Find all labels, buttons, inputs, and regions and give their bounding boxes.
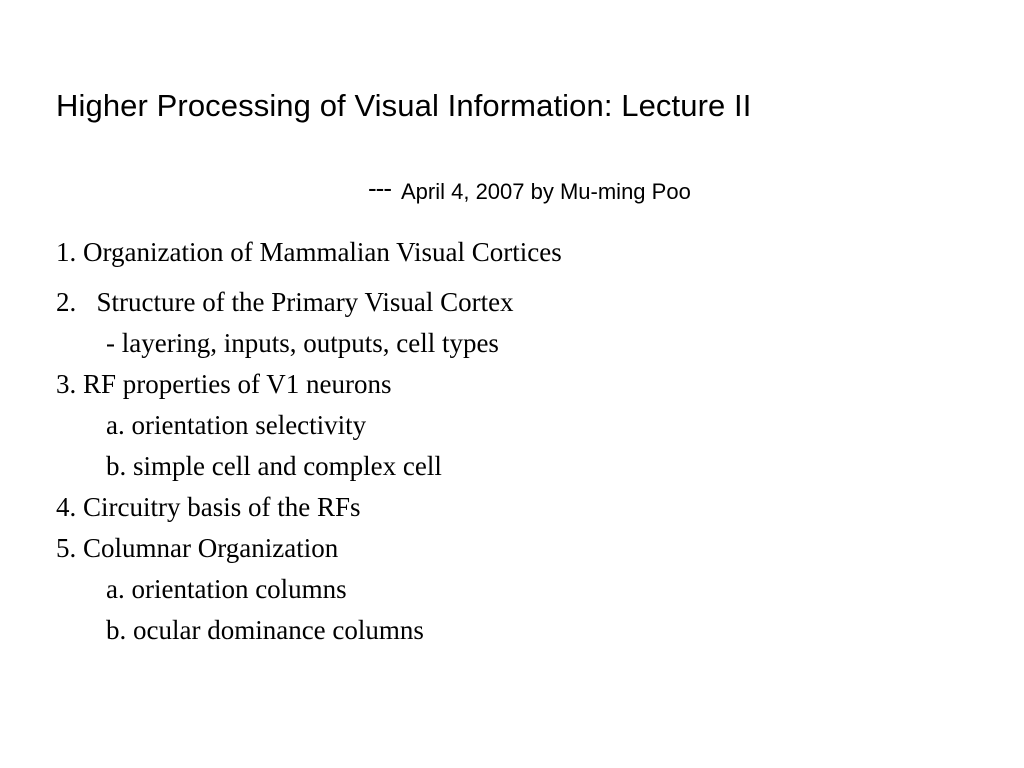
list-item: b. simple cell and complex cell bbox=[106, 451, 442, 481]
list-item: 2. Structure of the Primary Visual Cortex bbox=[56, 287, 514, 317]
list-item: b. ocular dominance columns bbox=[106, 615, 424, 645]
list-item: 1. Organization of Mammalian Visual Cortices bbox=[56, 237, 562, 267]
slide-subtitle bbox=[368, 174, 691, 204]
subtitle-date-author: April 4, 2007 by Mu-ming Poo bbox=[400, 179, 691, 204]
list-item: a. orientation columns bbox=[106, 574, 347, 604]
list-item: 4. Circuitry basis of the RFs bbox=[56, 492, 361, 522]
list-item: - layering, inputs, outputs, cell types bbox=[106, 328, 499, 358]
slide-title: Higher Processing of Visual Information: Lecture II bbox=[56, 88, 752, 123]
list-item: 5. Columnar Organization bbox=[56, 533, 339, 563]
subtitle-dash-separator: --- bbox=[368, 173, 391, 203]
list-item: a. orientation selectivity bbox=[106, 410, 367, 440]
slide-outline-list bbox=[56, 232, 976, 651]
list-item: 3. RF properties of V1 neurons bbox=[56, 369, 392, 399]
